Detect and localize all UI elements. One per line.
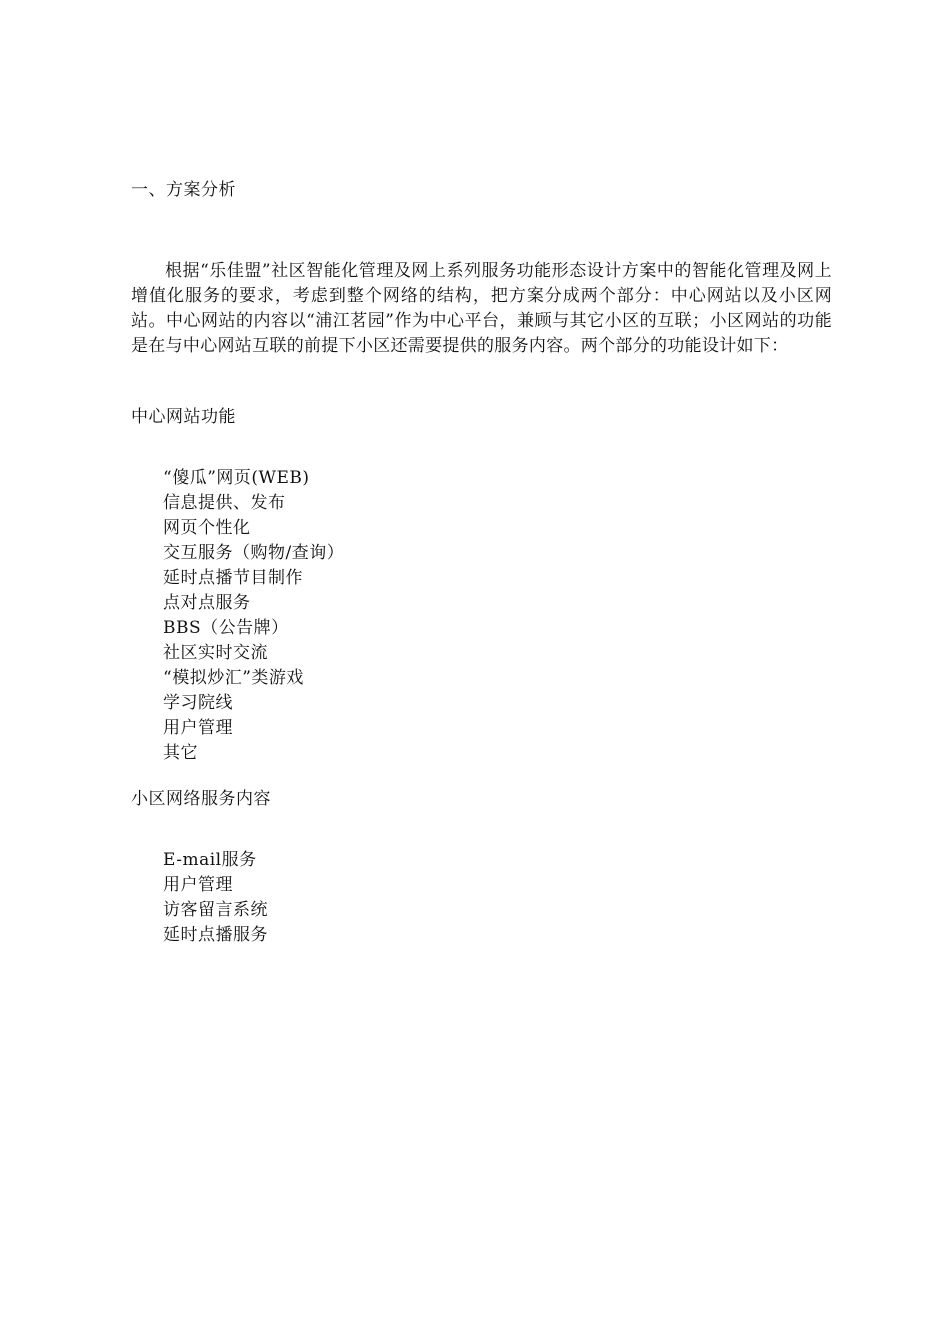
section-heading-plan-analysis: 一、方案分析 (131, 180, 236, 200)
list-item: 延时点播服务 (163, 925, 268, 945)
list-item: 访客留言系统 (163, 900, 268, 920)
list-item: 学习院线 (163, 693, 233, 713)
list-item: E-mail服务 (163, 850, 257, 870)
center-site-function-list (163, 466, 344, 766)
community-service-list (163, 848, 268, 948)
list-item: 用户管理 (163, 875, 233, 895)
section-heading-community-network: 小区网络服务内容 (131, 789, 271, 809)
list-item: BBS（公告牌） (163, 618, 289, 638)
list-item: 社区实时交流 (163, 643, 268, 663)
list-item: 其它 (163, 743, 198, 763)
list-item: 延时点播节目制作 (163, 568, 303, 588)
list-item: 点对点服务 (163, 593, 251, 613)
intro-paragraph: 根据“乐佳盟”社区智能化管理及网上系列服务功能形态设计方案中的智能化管理及网上增值化服务的要求，考虑到整个网络的结构，把方案分成两个部分：中心网站以及小区网站。中心网站的内容以“浦江茗园”作为中心平台，兼顾与其它小区的互联；小区网站的功能是在与中心网站互联的前提下小区还需要提供的服务内容。两个部分的功能设计如下： (131, 261, 832, 356)
list-item: “傻瓜”网页(WEB) (163, 468, 310, 488)
list-item: 用户管理 (163, 718, 233, 738)
section-heading-center-site: 中心网站功能 (131, 407, 236, 427)
list-item: 网页个性化 (163, 518, 251, 538)
list-item: “模拟炒汇”类游戏 (163, 668, 304, 688)
list-item: 信息提供、发布 (163, 493, 286, 513)
list-item: 交互服务（购物/查询） (163, 543, 345, 563)
